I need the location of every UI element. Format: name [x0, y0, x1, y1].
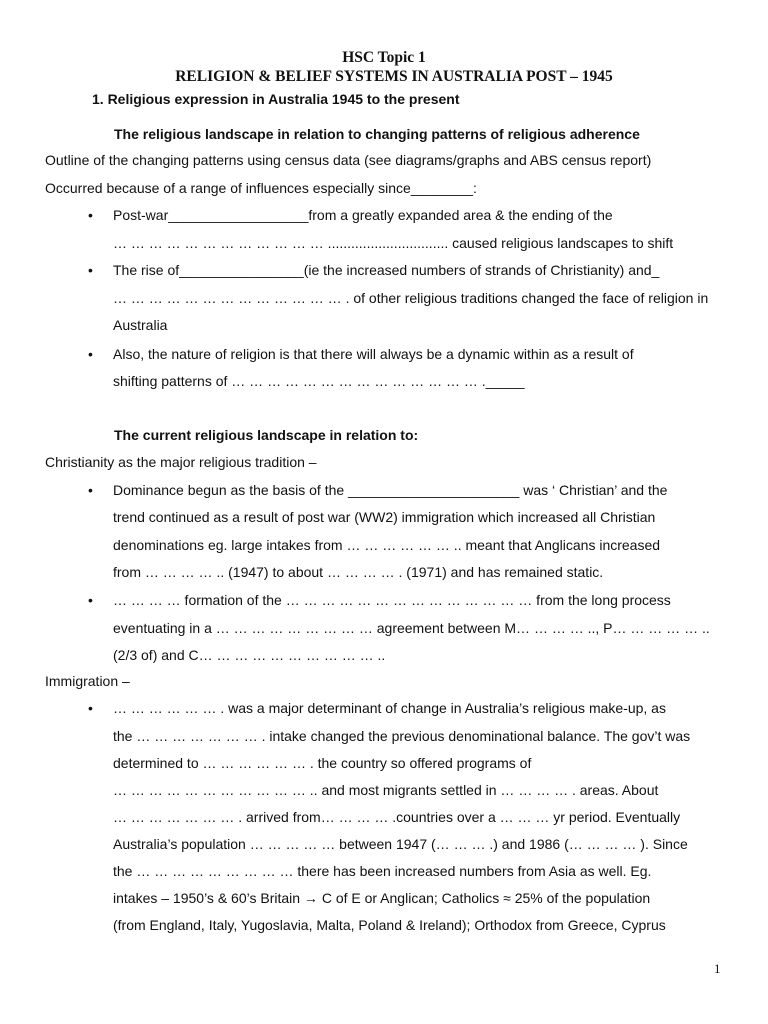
bullet-text: Post-war__________________from a greatly expanded area & the ending of the — [113, 207, 613, 223]
subheading-changing-patterns: The religious landscape in relation to changing patterns of religious adherence — [114, 126, 640, 142]
bullet-text: Dominance begun as the basis of the ______________________ was ‘ Christian’ and the — [113, 482, 668, 498]
bullet-text: intakes – 1950’s & 60’s Britain → C of E or Anglican; Catholics ≈ 25% of the population — [113, 890, 651, 906]
bullet-text: Australia’s population … … … … … between 1947 (… … … .) and 1986 (… … … … ). Since — [113, 836, 688, 852]
bullet-icon: • — [88, 346, 93, 362]
bullet-text: shifting patterns of … … … … … … … … … … … … … … ._____ — [113, 373, 525, 389]
page-number: 1 — [714, 961, 721, 976]
bullet-text: … … … … … … … … … … … … ............................... caused religious landscapes to shift — [113, 235, 674, 251]
bullet-text: determined to … … … … … … . the country so offered programs of — [113, 755, 532, 771]
bullet-text: … … … … formation of the … … … … … … … … … … … … … … from the long process — [113, 592, 671, 608]
bullet-icon: • — [88, 700, 93, 716]
bullet-text: Australia — [113, 317, 168, 333]
bullet-text: denominations eg. large intakes from … … … … … … .. meant that Anglicans increased — [113, 537, 661, 553]
bullet-icon: • — [88, 482, 93, 498]
bullet-icon: • — [88, 207, 93, 223]
bullet-icon: • — [88, 262, 93, 278]
bullet-text: (2/3 of) and C… … … … … … … … … … .. — [113, 647, 386, 663]
section-heading: 1. Religious expression in Australia 1945 to the present — [92, 91, 460, 107]
subheading-current-landscape: The current religious landscape in relation to: — [114, 427, 419, 443]
bullet-text: … … … … … … … . arrived from… … … … .countries over a … … … yr period. Eventually — [113, 809, 681, 825]
bullet-text: Also, the nature of religion is that there will always be a dynamic within as a result of — [113, 346, 634, 362]
bullet-text: The rise of________________(ie the increased numbers of strands of Christianity) and_ — [113, 262, 660, 278]
bullet-text: the … … … … … … … … … there has been increased numbers from Asia as well. Eg. — [113, 863, 652, 879]
immigration-heading: Immigration – — [45, 673, 130, 689]
bullet-text: … … … … … … . was a major determinant of change in Australia’s religious make-up, as — [113, 700, 666, 716]
bullet-text: the … … … … … … … . intake changed the previous denominational balance. The gov’t was — [113, 728, 691, 744]
bullet-icon: • — [88, 592, 93, 608]
document-topic: HSC Topic 1 — [342, 49, 426, 66]
bullet-text: trend continued as a result of post war (WW2) immigration which increased all Christian — [113, 509, 656, 525]
christianity-heading: Christianity as the major religious tradition – — [45, 454, 317, 470]
document-title: RELIGION & BELIEF SYSTEMS IN AUSTRALIA POST – 1945 — [175, 68, 613, 85]
occurred-line: Occurred because of a range of influences especially since________: — [45, 180, 477, 196]
outline-line: Outline of the changing patterns using census data (see diagrams/graphs and ABS census report) — [45, 152, 652, 168]
bullet-text: from … … … … .. (1947) to about … … … … . (1971) and has remained static. — [113, 564, 604, 580]
bullet-text: … … … … … … … … … … … .. and most migrants settled in … … … … . areas. About — [113, 782, 659, 798]
bullet-text: (from England, Italy, Yugoslavia, Malta, Poland & Ireland); Orthodox from Greece, Cyprus — [113, 917, 666, 933]
bullet-text: eventuating in a … … … … … … … … … agreement between M… … … … .., P… … … … … .. — [113, 620, 710, 636]
bullet-text: … … … … … … … … … … … … … . of other religious traditions changed the face of religion in — [113, 290, 709, 306]
